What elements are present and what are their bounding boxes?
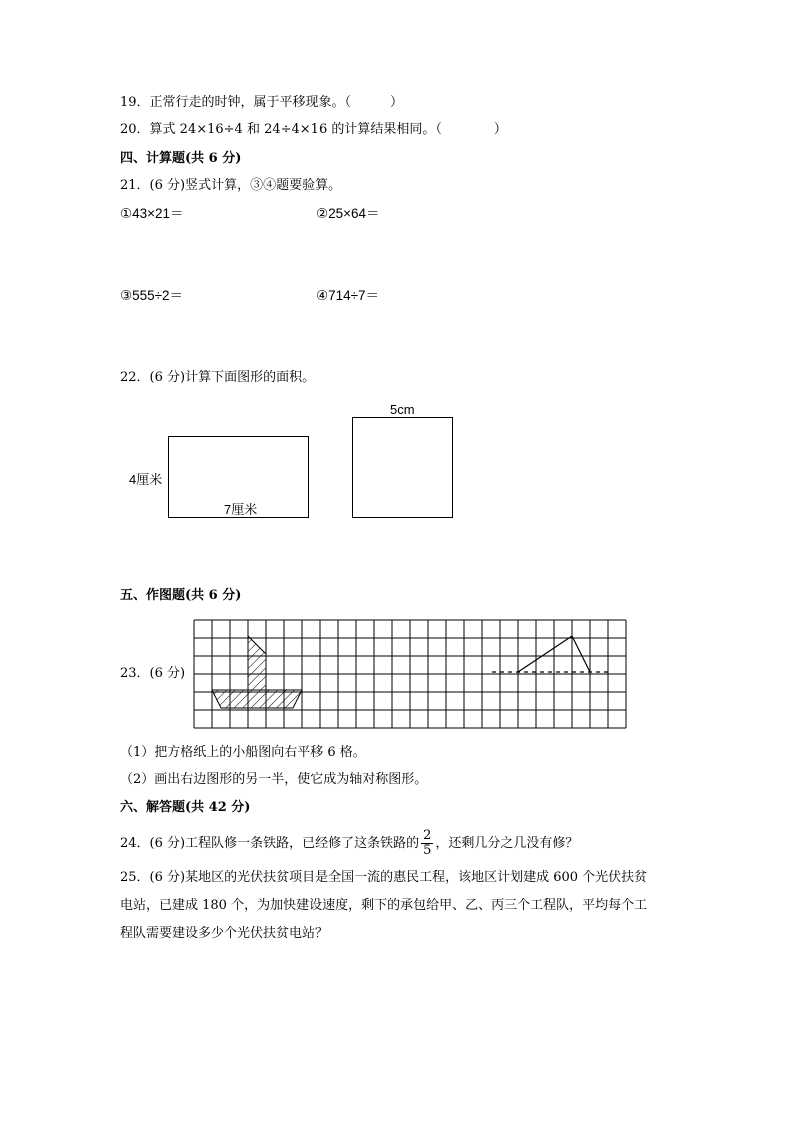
rectangle-width-label: 7厘米 <box>224 502 258 517</box>
question-23-part-2: （2）画出右边图形的另一半，使它成为轴对称图形。 <box>120 772 428 787</box>
square-figure <box>352 417 453 518</box>
question-25-line-3: 程队需要建设多少个光伏扶贫电站？ <box>120 926 329 941</box>
calc-item-1: ①43×21＝ <box>120 206 184 221</box>
calc-item-4: ④714÷7＝ <box>316 288 380 303</box>
boat-sail <box>248 636 266 690</box>
rectangle-height-label: 4厘米 <box>129 472 163 487</box>
fraction-numerator: 2 <box>423 828 432 843</box>
calc-item-2: ②25×64＝ <box>316 206 380 221</box>
section-heading-drawing: 五、作图题(共 6 分) <box>120 588 242 603</box>
grid-paper <box>190 616 630 734</box>
question-22: 22．(6 分)计算下面图形的面积。 <box>120 370 316 385</box>
question-24-text-before: 24．(6 分)工程队修一条铁路，已经修了这条铁路的 <box>120 836 420 851</box>
question-25-line-2: 电站，已建成 180 个，为加快建设速度，剩下的承包给甲、乙、丙三个工程队，平均每个工 <box>120 898 648 913</box>
question-23-part-1: （1）把方格纸上的小船图向右平移 6 格。 <box>120 745 366 760</box>
fraction-denominator: 5 <box>423 843 432 858</box>
question-24 <box>120 829 578 858</box>
section-heading-word-problems: 六、解答题(共 42 分) <box>120 800 251 815</box>
question-23: 23．(6 分) <box>120 666 186 681</box>
boat-hull <box>212 690 302 708</box>
section-heading-calculation: 四、计算题(共 6 分) <box>120 151 242 166</box>
question-21: 21．(6 分)竖式计算，③④题要验算。 <box>120 178 342 193</box>
fraction-two-fifths <box>421 829 433 858</box>
question-19: 19．正常行走的时钟，属于平移现象。（ ） <box>120 95 404 110</box>
question-20: 20．算式 24×16÷4 和 24÷4×16 的计算结果相同。（ ） <box>120 122 507 137</box>
question-24-text-after: ，还剩几分之几没有修？ <box>435 836 579 851</box>
question-25-line-1: 25．(6 分)某地区的光伏扶贫项目是全国一流的惠民工程，该地区计划建成 600 个光伏扶贫 <box>120 870 648 885</box>
calc-item-3: ③555÷2＝ <box>120 288 184 303</box>
square-side-label: 5cm <box>390 402 415 417</box>
